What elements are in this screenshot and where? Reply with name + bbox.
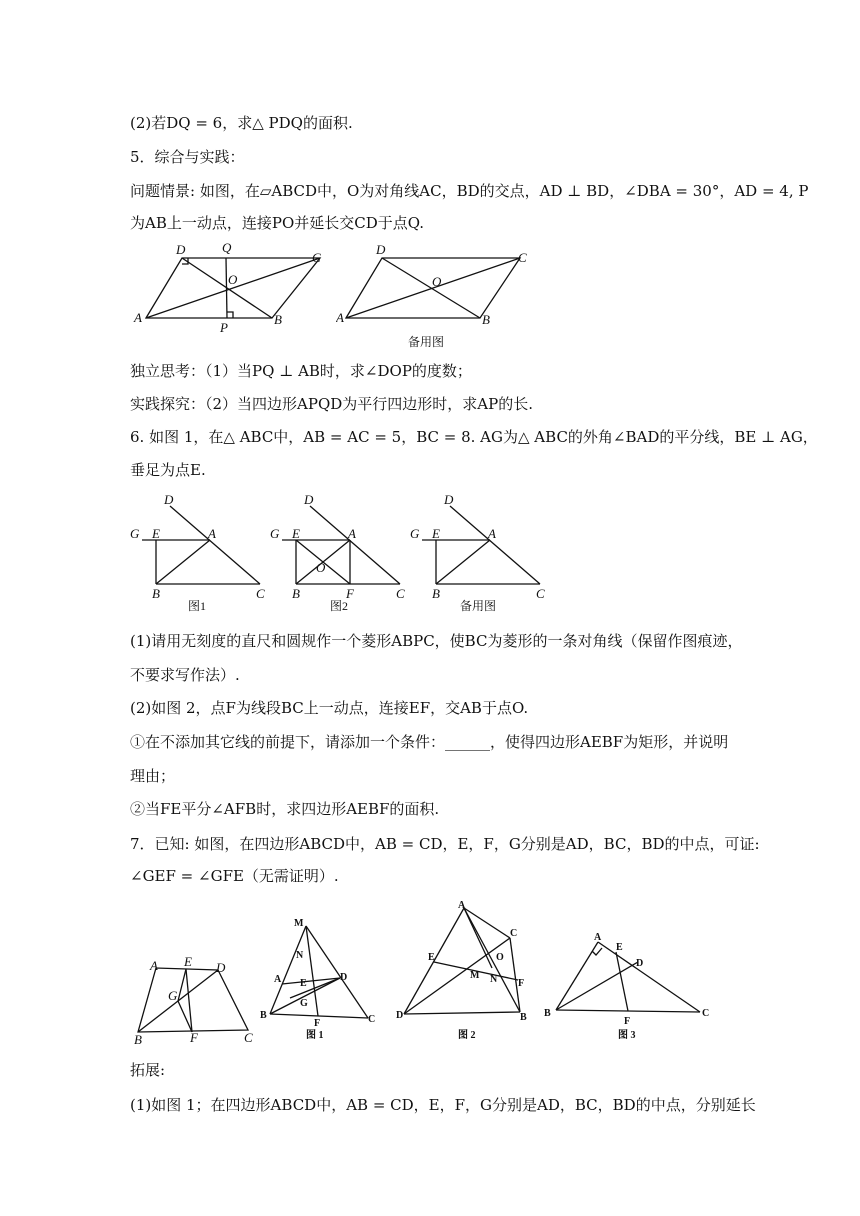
p5-backup-caption: 备用图 [408, 335, 445, 349]
svg-text:P: P [220, 320, 228, 334]
svg-text:C: C [510, 928, 518, 939]
svg-text:O: O [432, 274, 442, 289]
svg-text:F: F [518, 978, 525, 989]
svg-text:G: G [168, 988, 178, 1003]
svg-text:B: B [292, 586, 300, 601]
svg-text:D: D [396, 1010, 404, 1021]
svg-text:B: B [134, 1032, 142, 1044]
text-line-7: 6. 如图 1，在△ ABC中，AB = AC = 5，BC = 8. AG为△ ABC的外角∠BAD的平分线，BE ⊥ AG， [130, 428, 818, 446]
figure-parallelogram-backup [336, 238, 536, 350]
text-line-10: 不要求写作法）. [130, 666, 240, 684]
svg-text:F: F [346, 586, 354, 601]
svg-text:O: O [316, 560, 326, 575]
svg-text:N: N [296, 950, 304, 961]
text-line-18: (1)如图 1；在四边形ABCD中，AB = CD，E，F，G分别是AD，BC，BD的中点，分别延长 [130, 1096, 756, 1114]
figure-quadrilateral-main [130, 950, 260, 1044]
figure-triangle-fig2 [268, 492, 410, 616]
figure-quadrilateral-fig1 [256, 912, 380, 1042]
text-line-6: 实践探究：（2）当四边形APQD为平行四边形时，求AP的长. [130, 395, 533, 413]
svg-text:A: A [458, 900, 466, 911]
p7-fig1-caption: 图 1 [306, 1030, 324, 1041]
svg-text:B: B [274, 312, 282, 327]
svg-text:E: E [300, 978, 307, 989]
svg-text:M: M [470, 970, 480, 981]
svg-text:O: O [228, 272, 238, 287]
svg-text:A: A [488, 526, 496, 541]
svg-text:E: E [184, 954, 192, 969]
svg-text:M: M [294, 918, 304, 929]
figure-parallelogram-main [130, 238, 330, 334]
svg-text:E: E [292, 526, 300, 541]
svg-text:D: D [340, 972, 348, 983]
svg-text:C: C [518, 250, 527, 265]
svg-text:A: A [594, 932, 602, 943]
svg-text:B: B [260, 1010, 267, 1021]
svg-text:G: G [130, 526, 140, 541]
svg-text:A: A [150, 958, 158, 973]
text-line-12: ①在不添加其它线的前提下，请添加一个条件：______，使得四边形AEBF为矩形，并说明 [130, 733, 729, 751]
text-line-14: ②当FE平分∠AFB时，求四边形AEBF的面积. [130, 800, 440, 818]
svg-text:F: F [314, 1018, 321, 1029]
svg-text:C: C [536, 586, 545, 601]
svg-text:G: G [410, 526, 420, 541]
svg-text:F: F [624, 1016, 631, 1027]
text-line-5: 独立思考：（1）当PQ ⊥ AB时，求∠DOP的度数； [130, 362, 472, 380]
text-line-9: (1)请用无刻度的直尺和圆规作一个菱形ABPC，使BC为菱形的一条对角线（保留作图痕迹， [130, 632, 743, 650]
svg-text:B: B [520, 1012, 527, 1023]
svg-text:C: C [396, 586, 405, 601]
svg-text:D: D [636, 958, 644, 969]
text-line-15: 7．已知: 如图，在四边形ABCD中，AB = CD，E，F，G分别是AD，BC，BD的中点，可证: [130, 835, 760, 853]
text-line-1: (2)若DQ = 6，求△ PDQ的面积. [130, 114, 353, 132]
svg-text:B: B [432, 586, 440, 601]
text-line-4: 为AB上一动点，连接PO并延长交CD于点Q. [130, 214, 425, 232]
svg-text:E: E [432, 526, 440, 541]
svg-text:A: A [274, 974, 282, 985]
svg-text:D: D [376, 242, 386, 257]
svg-text:E: E [616, 942, 623, 953]
svg-text:D: D [164, 492, 174, 507]
svg-text:B: B [482, 312, 490, 327]
figure-triangle-fig3 [540, 930, 720, 1042]
svg-text:E: E [152, 526, 160, 541]
svg-text:C: C [312, 250, 321, 265]
svg-text:G: G [270, 526, 280, 541]
text-line-2: 5．综合与实践： [130, 148, 245, 166]
text-line-13: 理由； [130, 767, 176, 785]
svg-text:C: C [244, 1030, 253, 1044]
p6-fig1-caption: 图1 [188, 599, 207, 613]
svg-text:A: A [336, 310, 344, 325]
text-line-16: ∠GEF = ∠GFE（无需证明）. [130, 867, 339, 885]
svg-text:A: A [208, 526, 216, 541]
svg-text:D: D [444, 492, 454, 507]
p7-fig2-caption: 图 2 [458, 1030, 476, 1041]
svg-text:G: G [300, 998, 308, 1009]
svg-text:B: B [152, 586, 160, 601]
p7-fig3-caption: 图 3 [618, 1030, 636, 1041]
p6-backup-caption: 备用图 [460, 599, 497, 613]
svg-text:D: D [176, 242, 186, 257]
text-line-17: 拓展: [130, 1061, 166, 1079]
text-line-3: 问题情景: 如图，在▱ABCD中，O为对角线AC，BD的交点，AD ⊥ BD，∠DBA = 30°，AD = 4, P [130, 182, 809, 200]
svg-text:D: D [216, 960, 226, 975]
svg-text:A: A [134, 310, 142, 325]
p6-fig2-caption: 图2 [330, 599, 349, 613]
svg-text:C: C [256, 586, 265, 601]
svg-text:F: F [190, 1030, 198, 1044]
svg-text:E: E [428, 952, 435, 963]
svg-text:O: O [496, 952, 504, 963]
svg-text:N: N [490, 974, 498, 985]
figure-triangle-backup [408, 492, 558, 616]
svg-text:C: C [368, 1014, 376, 1025]
svg-text:B: B [544, 1008, 551, 1019]
svg-text:Q: Q [222, 240, 232, 255]
svg-text:D: D [304, 492, 314, 507]
figure-quadrilateral-fig2 [394, 896, 538, 1044]
svg-text:C: C [702, 1008, 710, 1019]
text-line-11: (2)如图 2，点F为线段BC上一动点，连接EF，交AB于点O. [130, 699, 529, 717]
text-line-8: 垂足为点E. [130, 461, 206, 479]
svg-text:A: A [348, 526, 356, 541]
figure-triangle-fig1 [128, 492, 270, 616]
